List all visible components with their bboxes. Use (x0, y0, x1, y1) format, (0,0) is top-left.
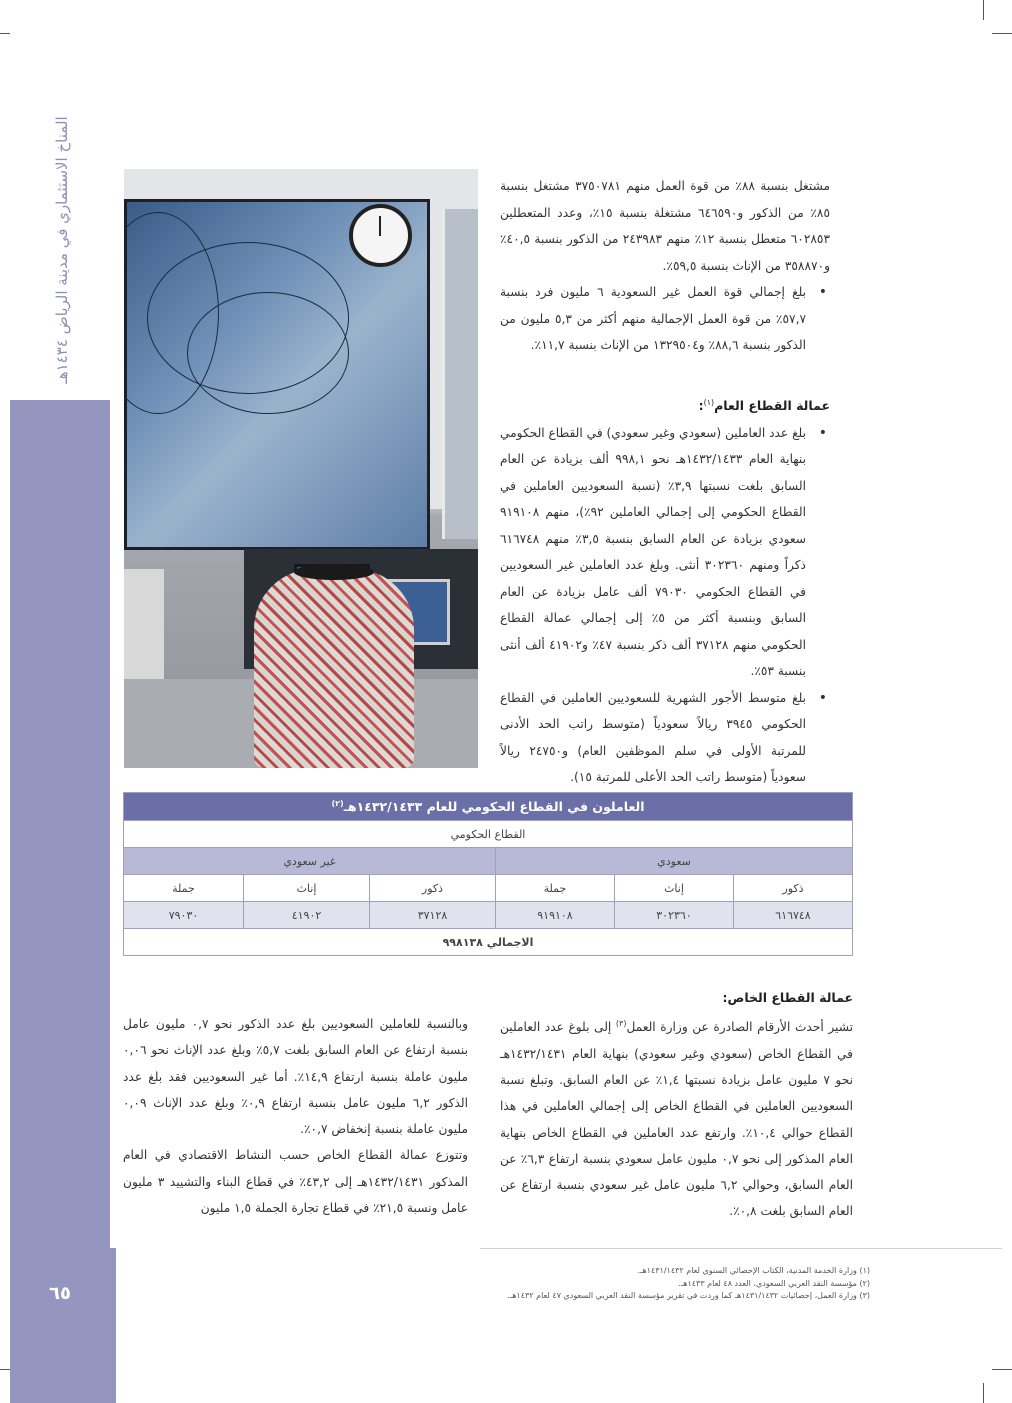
column-header: جملة (124, 875, 244, 902)
group-header: سعودي (496, 848, 853, 875)
column-header: إناث (244, 875, 370, 902)
control-room-photo (124, 169, 478, 768)
paragraph: تشير أحدث الأرقام الصادرة عن وزارة العمل$^{(٣)}$ إلى بلوغ عدد العاملين في القطاع الخاص (سعودي وغير سعودي) بنهاية العام ١٤٣٢/١٤٣١هـ نحو ٧ مليون عامل بزيادة نسبتها ١,٤٪ عن العام السابق. وتبلغ نسبة السعوديين العاملين في القطاع الخاص إلى إجمالي العاملين في هذا القطاع حوالي ١٠,٤٪. وارتفع عدد العاملين في القطاع الخاص بنهاية العام المذكور إلى نحو ٠,٧ مليون عامل سعودي بنسبة ارتفاع ٦,٣٪ عن العام السابق، وحوالي ٦,٢ مليون عامل غير سعودي بنسبة ارتفاع عن العام السابق بلغت ٠,٨٪. (500, 1019, 854, 1219)
crop-mark (983, 1383, 984, 1403)
footnote-divider (480, 1248, 1002, 1249)
table-cell: ٧٩٠٣٠ (124, 902, 244, 929)
private-sector-left-column (123, 1011, 468, 1221)
column-header: إناث (615, 875, 734, 902)
bullet-paragraph: • بلغ إجمالي قوة العمل غير السعودية ٦ مليون فرد بنسبة ٥٧,٧٪ من قوة العمل الإجمالية منهم أكثر من ٥,٣ مليون من الذكور بنسبة ٨٨,٦٪ و١٣٢٩٥٠٤ من الإناث بنسبة ١١,٧٪. (500, 279, 830, 359)
crop-mark (992, 33, 1012, 34)
column-header: ذكور (734, 875, 853, 902)
footnote: (١) وزارة الخدمة المدنية، الكتاب الإحصائي السنوي لعام ١٤٣١/١٤٣٢هـ. (637, 1266, 870, 1275)
footnote: (٣) وزارة العمل، إحصائيات ١٤٣١/١٤٣٢هـ كما وردت في تقرير مؤسسة النقد العربي السعودي ٤٧ لعام ١٤٣٢هـ. (507, 1291, 870, 1300)
bullet-paragraph: • بلغ متوسط الأجور الشهرية للسعوديين العاملين في القطاع الحكومي ٣٩٤٥ ريالاً سعودياً (متوسط راتب الحد الأدنى للمرتبة الأولى في سلم الموظفين العام) و٢٤٧٥٠ ريالاً سعودياً (متوسط راتب الحد الأعلى للمرتبة ١٥). (500, 685, 830, 791)
crop-mark (992, 1369, 1012, 1370)
table-cell: ٤١٩٠٢ (244, 902, 370, 929)
table-title: العاملون في القطاع الحكومي للعام ١٤٣٢/١٤٣٣هـ$^{(٢)}$ (124, 793, 853, 821)
wall-clock (349, 204, 412, 267)
paragraph: وتتوزع عمالة القطاع الخاص حسب النشاط الاقتصادي في العام المذكور ١٤٣٢/١٤٣١هـ إلى ٤٣,٢٪ في قطاع البناء والتشييد ٣ مليون عامل ونسبة ٢١,٥٪ في قطاع تجارة الجملة ١,٥ مليون (123, 1148, 468, 1216)
section-heading: عمالة القطاع الخاص: (722, 990, 853, 1005)
public-sector-section (500, 390, 830, 791)
intro-text (500, 173, 830, 359)
footnotes (470, 1265, 870, 1303)
private-sector-right-column (500, 985, 853, 1225)
column-header: جملة (496, 875, 615, 902)
table-cell: ٣٠٢٣٦٠ (615, 902, 734, 929)
paragraph: مشتغل بنسبة ٨٨٪ من قوة العمل منهم ٣٧٥٠٧٨١ مشتغل بنسبة ٨٥٪ من الذكور و٦٤٦٥٩٠ مشتغلة بنسبة ١٥٪، وعدد المتعطلين ٦٠٢٨٥٣ متعطل بنسبة ١٢٪ منهم ٢٤٣٩٨٣ من الذكور بنسبة ٤٠,٥٪ و٣٥٨٨٧٠ من الإناث بنسبة ٥٩,٥٪. (500, 179, 831, 273)
table-cell: ٩١٩١٠٨ (496, 902, 615, 929)
column-header: ذكور (370, 875, 496, 902)
bullet-paragraph: • بلغ عدد العاملين (سعودي وغير سعودي) في القطاع الحكومي بنهاية العام ١٤٣٢/١٤٣٣هـ نحو ٩٩٨,١ ألف بزيادة عن العام السابق بلغت نسبتها ٣,٩٪ (نسبة السعوديين العاملين في القطاع الحكومي إلى إجمالي العاملين ٩٢٪)، منهم ٩١٩١٠٨ سعودي بزيادة عن العام السابق بنسبة ٣,٥٪ منهم ٦١٦٧٤٨ ذكراً ومنهم ٣٠٢٣٦٠ أنثى. وبلغ عدد العاملين غير السعوديين في القطاع الحكومي ٧٩٠٣٠ ألف عامل بزيادة عن العام السابق وبنسبة أكثر من ٥٪ إلى إجمالي عمالة القطاع الحكومي منهم ٣٧١٢٨ ألف ذكر بنسبة ٤٧٪ و٤١٩٠٢ ألف أنثى بنسبة ٥٣٪. (500, 420, 830, 685)
table-cell: ٣٧١٢٨ (370, 902, 496, 929)
running-title: المناخ الاستثماري في مدينة الرياض ١٤٣٤هـ (53, 116, 71, 384)
sidebar-band (10, 400, 110, 1403)
group-header: غير سعودي (124, 848, 496, 875)
table-total: الاجمالي ٩٩٨١٣٨ (124, 929, 853, 956)
page-number: ٦٥ (49, 1283, 71, 1304)
government-workers-table (123, 792, 853, 956)
table-sector: القطاع الحكومي (124, 821, 853, 848)
section-heading: عمالة القطاع العام$^{(١)}$: (698, 398, 830, 414)
operator-figure (254, 569, 414, 768)
paragraph: وبالنسبة للعاملين السعوديين بلغ عدد الذكور نحو ٠,٧ مليون عامل بنسبة ارتفاع عن العام السابق بلغت ٥,٧٪ وبلغ عدد الإناث نحو ٠,٠٦ مليون عاملة بنسبة ارتفاع ١٤,٩٪. أما غير السعوديين فقد بلغ عدد الذكور ٦,٢ مليون عامل بنسبة ارتفاع ٠,٩٪ وبلغ عدد الإناث ٠,٠٩ مليون عاملة بنسبة إنخفاض ٠,٧٪. (123, 1017, 468, 1137)
crop-mark (983, 0, 984, 20)
footnote: (٢) مؤسسة النقد العربي السعودي، العدد ٤٨ لعام ١٤٣٣هـ. (678, 1278, 870, 1288)
table-cell: ٦١٦٧٤٨ (734, 902, 853, 929)
footer-accent (110, 1248, 116, 1403)
